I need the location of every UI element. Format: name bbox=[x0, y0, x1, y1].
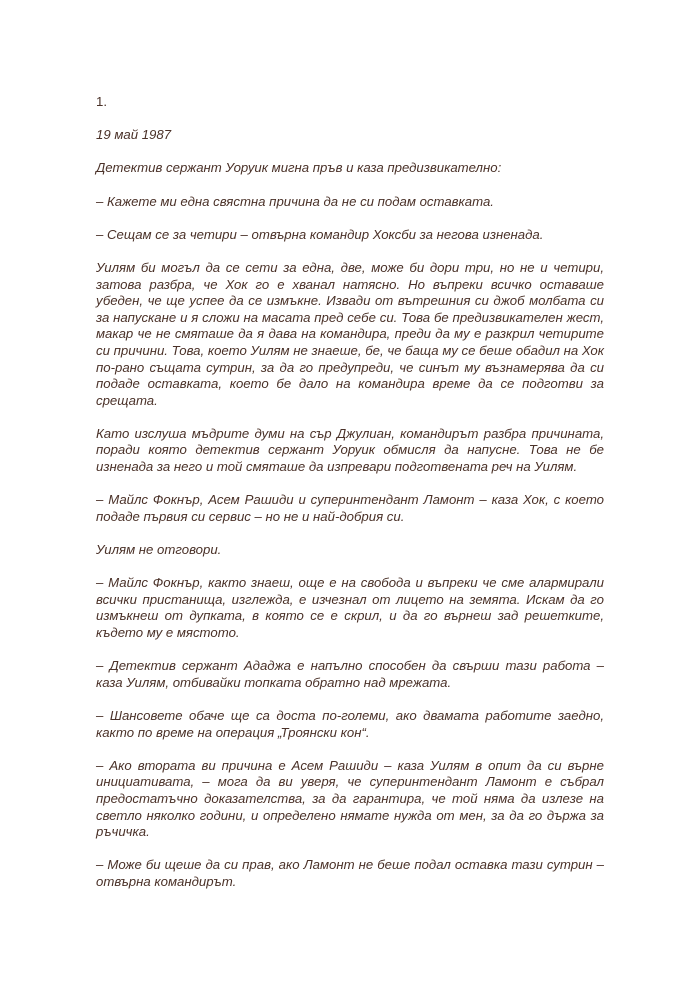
paragraph: – Шансовете обаче ще са доста по-големи, ако двамата работите заедно, както по време на операция „Троянски кон“. bbox=[96, 707, 604, 740]
paragraph: – Детектив сержант Ададжа е напълно способен да свърши тази работа – каза Уилям, отбивайки топката обратно над мрежата. bbox=[96, 658, 604, 690]
paragraph: – Кажете ми една свястна причина да не си подам оставката. bbox=[96, 193, 494, 209]
chapter-number: 1. bbox=[96, 94, 107, 109]
paragraph: – Може би щеше да си прав, ако Ламонт не беше подал оставка тази сутрин – отвърна командирът. bbox=[96, 857, 604, 889]
paragraph: Уилям не отговори. bbox=[96, 542, 222, 558]
paragraph: – Майлс Фокнър, както знаеш, още е на свобода и въпреки че сме алармирали всички пристанища, изглежда, е изчезнал от лицето на земята. Искам да го измъкнеш от дупката, в която се е скрил, и да го върнеш зад решетките, където му е мястото. bbox=[96, 575, 604, 640]
paragraph: Като изслуша мъдрите думи на сър Джулиан, командирът разбра причината, поради която детектив сержант Уоруик обмисля да напусне. Това не бе изненада за него и той смяташе да изпревари подготвената реч на Уилям. bbox=[96, 425, 604, 475]
paragraph: – Ако втората ви причина е Асем Рашиди – каза Уилям в опит да си върне инициативата, – мога да ви уверя, че суперинтендант Ламонт е събрал предостатъчно доказателства, за да гарантира, че той няма да излезе на светло няколко години, и определено нямате нужда от мен, за да го държа за ръчичка. bbox=[96, 757, 604, 840]
paragraph: Детектив сержант Уоруик мигна пръв и каза предизвикателно: bbox=[96, 160, 502, 176]
paragraph: – Майлс Фокнър, Асем Рашиди и суперинтендант Ламонт – каза Хок, с което подаде първия си сервис – но не и най-добрия си. bbox=[96, 492, 604, 524]
chapter-date: 19 май 1987 bbox=[96, 127, 172, 143]
paragraph: Уилям би могъл да се сети за една, две, може би дори три, но не и четири, затова разбра, че Хок го е хванал натясно. Но въпреки всичко оставаше убеден, че ще успее да се измъкне. Извади от вътрешния си джоб молбата си за напускане и я сложи на масата пред себе си. Това бе предизвикателен жест, макар че не смяташе да я дава на командира, преди да му е разкрил четирите си причини. Това, което Уилям не знаеше, бе, че баща му се беше обадил на Хок по-рано същата сутрин, за да го предупреди, че синът му възнамерява да си подаде оставката, което бе дало на командира време да се подготви за срещата. bbox=[96, 259, 604, 408]
document-page bbox=[96, 94, 604, 907]
paragraph: – Сещам се за четири – отвърна командир Хоксби за негова изненада. bbox=[96, 226, 544, 242]
